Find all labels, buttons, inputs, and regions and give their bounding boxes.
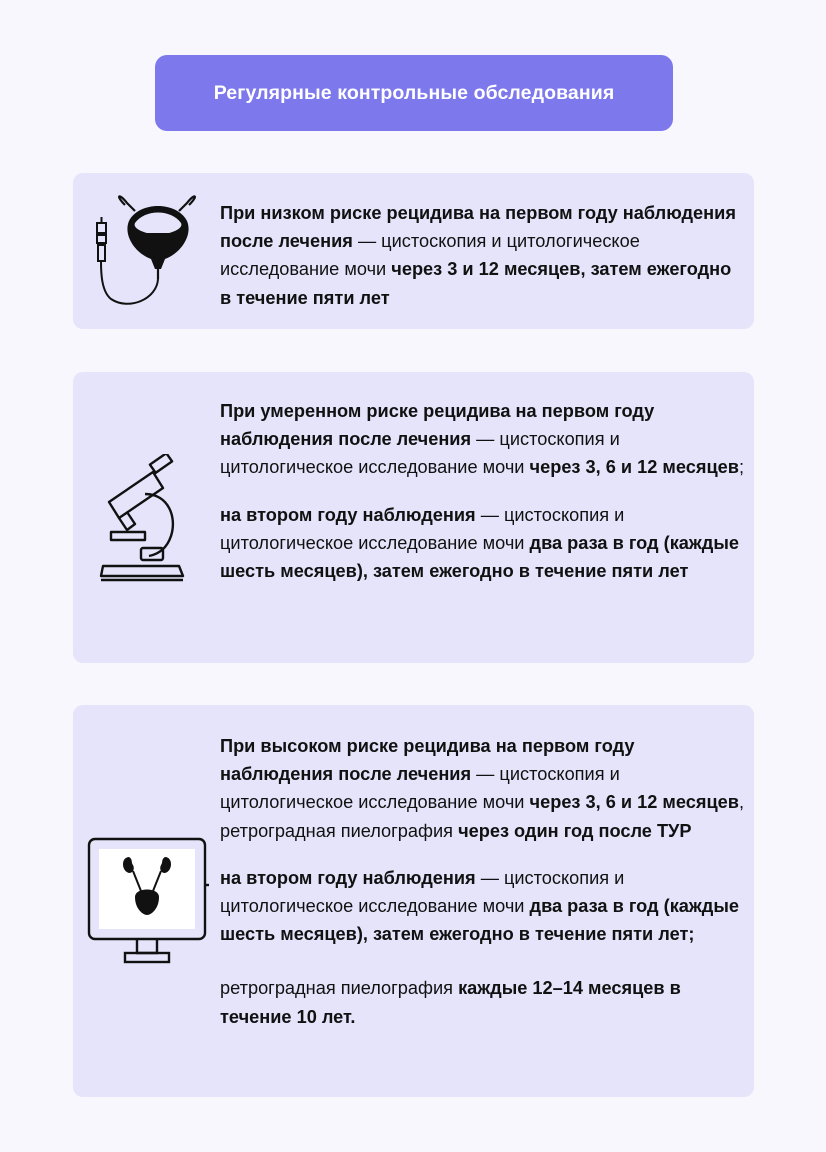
bold-text: При низком риске рецидива на первом году наблюдения после лечения	[220, 203, 736, 252]
bold-text: При высоком риске рецидива на первом году наблюдения после лечения	[220, 736, 635, 785]
bold-text: через 3 и 12 месяцев, затем ежегодно в течение пяти лет	[220, 259, 732, 308]
bold-text: на втором году наблюдения	[220, 504, 476, 525]
bold-text: два раза в год (каждые шесть месяцев), затем ежегодно в течение пяти лет	[220, 532, 739, 582]
bold-text: При умеренном риске рецидива на первом году наблюдения после лечения	[220, 401, 655, 450]
regular-text: — цистоскопия и цитологическое исследование мочи	[220, 867, 625, 917]
regular-text: ретроградная пиелография	[220, 978, 459, 999]
info-card-low-risk	[73, 173, 754, 329]
card-paragraph	[220, 501, 745, 586]
card-paragraph	[220, 864, 745, 949]
page-title: Регулярные контрольные обследования	[155, 55, 673, 131]
regular-text: ;	[738, 457, 745, 478]
bold-text: через 3, 6 и 12 месяцев	[529, 792, 739, 813]
card-paragraph	[220, 974, 745, 1030]
bold-text: на втором году наблюдения	[220, 867, 476, 888]
info-card-moderate-risk	[73, 372, 754, 663]
info-card-high-risk	[73, 705, 754, 1097]
bold-text: каждые 12–14 месяцев в течение 10 лет.	[220, 978, 681, 1027]
regular-text: — цистоскопия и цитологическое исследование мочи	[220, 764, 620, 813]
regular-text: — цистоскопия и цитологическое исследование мочи	[220, 504, 625, 553]
card-paragraph	[220, 199, 745, 312]
bold-text: через 3, 6 и 12 месяцев	[529, 457, 739, 478]
regular-text: — цистоскопия и цитологическое исследование мочи	[220, 231, 640, 280]
card-paragraph	[220, 397, 745, 482]
microscope-icon	[97, 454, 187, 584]
bold-text: два раза в год (каждые шесть месяцев), затем ежегодно в течение пяти лет;	[220, 896, 739, 945]
bladder-cystoscope-icon	[89, 191, 199, 311]
card-paragraph	[220, 732, 745, 845]
monitor-urinary-system-icon	[85, 835, 209, 967]
regular-text: — цистоскопия и цитологическое исследование мочи	[220, 429, 620, 478]
regular-text: , ретроградная пиелография	[220, 792, 745, 841]
bold-text: через один год после ТУР	[458, 820, 692, 841]
